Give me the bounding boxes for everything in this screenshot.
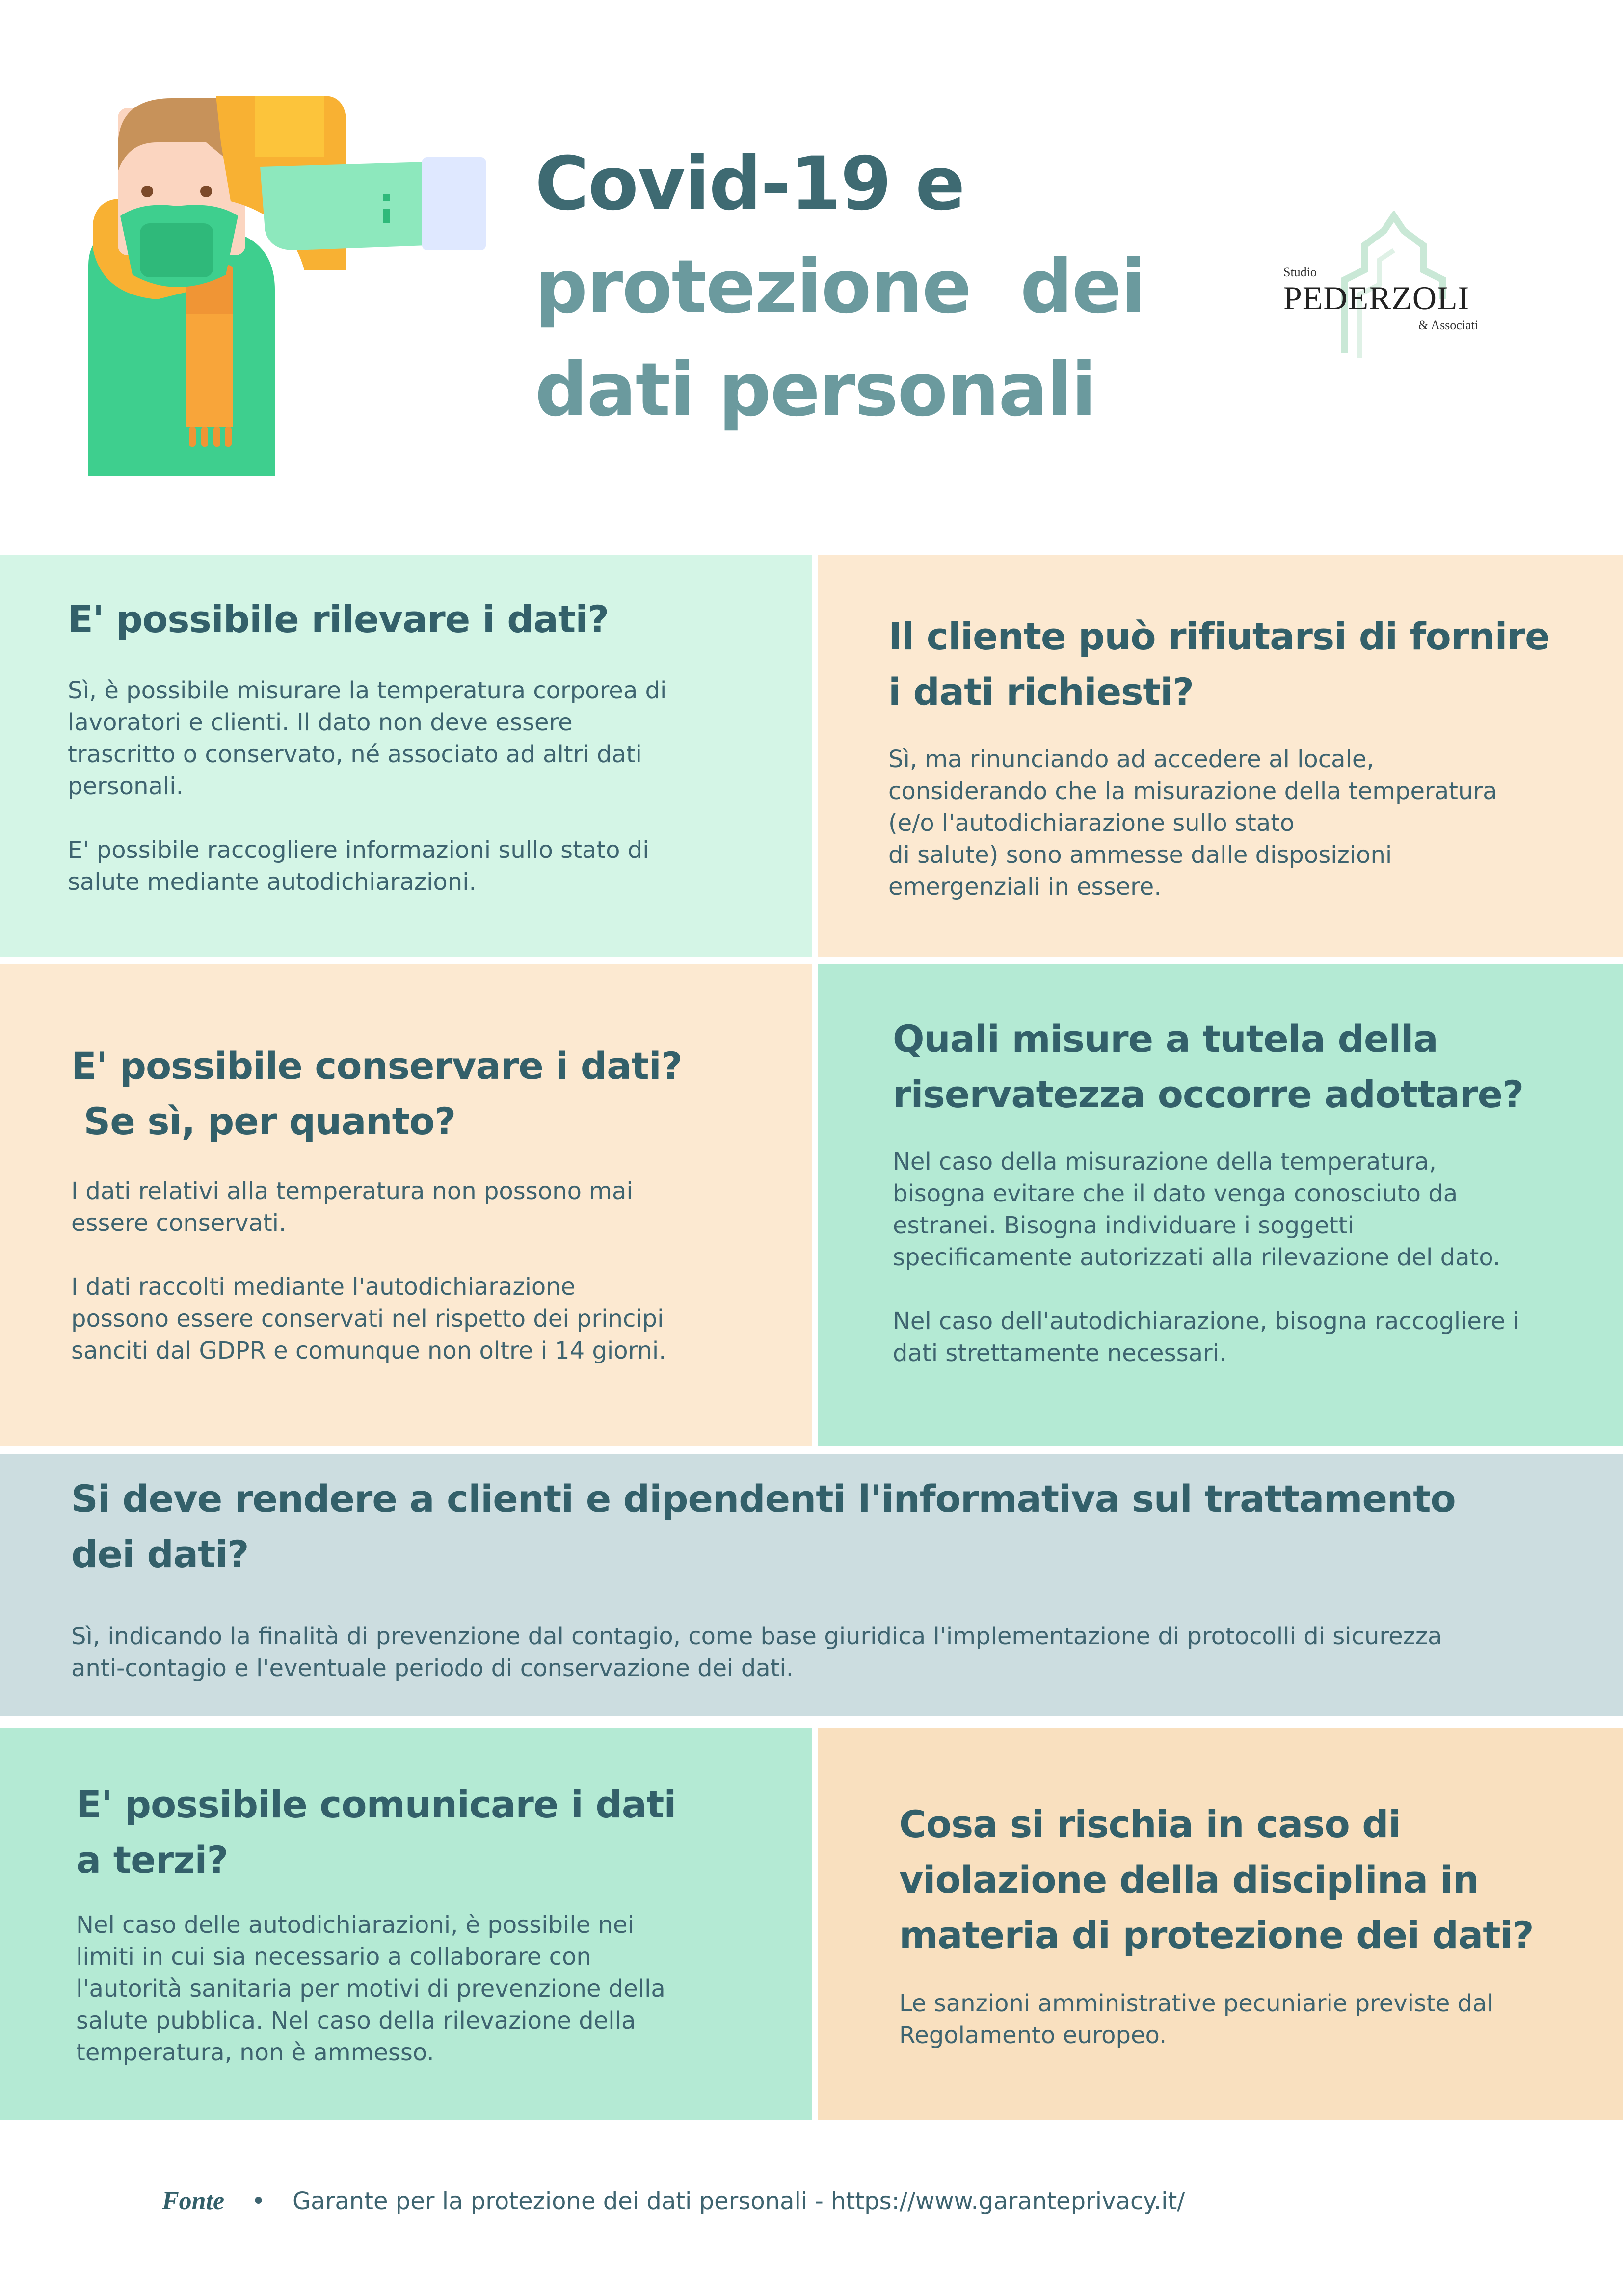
answer-line: sanciti dal GDPR e comunque non oltre i 14 giorni. [71, 1337, 666, 1364]
question-line: dei dati? [71, 1532, 249, 1576]
answer-line: E' possibile raccogliere informazioni sullo stato di [68, 836, 649, 864]
section-question [888, 609, 1550, 720]
answer-line: emergenziali in essere. [888, 873, 1162, 901]
answer-line: considerando che la misurazione della temperatura [888, 777, 1497, 805]
title-line-3: dati personali [535, 347, 1096, 433]
section-store-data [0, 964, 812, 1446]
answer-line: I dati raccolti mediante l'autodichiarazione [71, 1273, 576, 1301]
title-line-1: Covid-19 e [535, 141, 964, 227]
section-collect-data [0, 555, 812, 957]
answer-line: salute pubblica. Nel caso della rilevazione della [76, 2007, 636, 2034]
answer-line: bisogna evitare che il dato venga conosciuto da [893, 1180, 1458, 1207]
answer-line: Sì, è possibile misurare la temperatura corporea di [68, 677, 667, 704]
studio-logo [1271, 211, 1526, 358]
question-line: E' possibile rilevare i dati? [68, 597, 609, 641]
section-answer [76, 1909, 665, 2069]
question-line: riservatezza occorre adottare? [893, 1072, 1524, 1116]
answer-line: Sì, ma rinunciando ad accedere al locale, [888, 746, 1374, 773]
answer-line: trascritto o conservato, né associato ad altri dati [68, 741, 642, 768]
answer-line: Regolamento europeo. [899, 2022, 1167, 2049]
answer-line: lavoratori e clienti. Il dato non deve essere [68, 709, 573, 736]
answer-line [893, 1274, 1519, 1306]
footer-separator: • [251, 2188, 266, 2215]
question-line: E' possibile conservare i dati? [71, 1044, 682, 1088]
answer-line: Nel caso delle autodichiarazioni, è possibile nei [76, 1911, 634, 1939]
answer-line: Sì, indicando la finalità di prevenzione dal contagio, come base giuridica l'implementazione di protocolli di sicurezza [71, 1623, 1442, 1650]
answer-line [71, 1239, 666, 1271]
answer-line: personali. [68, 773, 184, 800]
answer-line: anti-contagio e l'eventuale periodo di conservazione dei dati. [71, 1655, 794, 1682]
footer-source: Garante per la protezione dei dati personali - https://www.garanteprivacy.it/ [292, 2188, 1185, 2215]
answer-line: limiti in cui sia necessario a collaborare con [76, 1943, 591, 1971]
section-privacy-measures [818, 964, 1623, 1446]
section-risks [818, 1728, 1623, 2120]
section-question [76, 1777, 676, 1888]
answer-line: Le sanzioni amministrative pecuniarie previste dal [899, 1990, 1493, 2017]
answer-line: specificamente autorizzati alla rilevazione del dato. [893, 1244, 1501, 1271]
section-privacy-notice [0, 1454, 1623, 1716]
person-thermometer-illustration [83, 88, 486, 481]
answer-line [68, 802, 666, 834]
question-line: violazione della disciplina in [899, 1858, 1479, 1901]
section-share-data [0, 1728, 812, 2120]
logo-associates: & Associati [1418, 318, 1479, 332]
title-line-2: protezione dei [535, 244, 1145, 330]
section-question [68, 591, 609, 647]
question-line: i dati richiesti? [888, 670, 1194, 714]
section-question [893, 1011, 1523, 1122]
question-line: Se sì, per quanto? [71, 1099, 456, 1143]
question-line: Cosa si rischia in caso di [899, 1802, 1401, 1846]
logo-studio: Studio [1283, 265, 1317, 279]
logo-name: PEDERZOLI [1283, 279, 1470, 317]
answer-line: temperatura, non è ammesso. [76, 2039, 434, 2066]
section-question [899, 1796, 1534, 1963]
answer-line: possono essere conservati nel rispetto dei principi [71, 1305, 664, 1333]
answer-line: estranei. Bisogna individuare i soggetti [893, 1212, 1355, 1239]
section-refuse-data [818, 555, 1623, 957]
answer-line: di salute) sono ammesse dalle disposizioni [888, 841, 1392, 869]
question-line: a terzi? [76, 1838, 228, 1882]
source-footer [162, 2187, 1185, 2216]
answer-line: Nel caso dell'autodichiarazione, bisogna raccogliere i [893, 1308, 1519, 1335]
section-answer [899, 1988, 1493, 2052]
section-answer [888, 744, 1497, 903]
question-line: Si deve rendere a clienti e dipendenti l'informativa sul trattamento [71, 1477, 1456, 1521]
section-answer [71, 1175, 666, 1367]
question-line: Il cliente può rifiutarsi di fornire [888, 614, 1550, 658]
section-answer [68, 675, 666, 898]
section-question [71, 1038, 682, 1149]
answer-line: I dati relativi alla temperatura non possono mai [71, 1177, 633, 1205]
section-question [71, 1471, 1456, 1582]
section-answer [893, 1146, 1519, 1369]
question-line: Quali misure a tutela della [893, 1017, 1438, 1061]
footer-label: Fonte [162, 2187, 225, 2215]
answer-line: dati strettamente necessari. [893, 1339, 1227, 1367]
answer-line: l'autorità sanitaria per motivi di prevenzione della [76, 1975, 665, 2002]
section-answer [71, 1621, 1442, 1684]
question-line: materia di protezione dei dati? [899, 1913, 1534, 1957]
answer-line: essere conservati. [71, 1209, 287, 1237]
answer-line: salute mediante autodichiarazioni. [68, 868, 477, 896]
page-title [535, 133, 1173, 442]
answer-line: Nel caso della misurazione della temperatura, [893, 1148, 1437, 1175]
answer-line: (e/o l'autodichiarazione sullo stato [888, 809, 1295, 837]
question-line: E' possibile comunicare i dati [76, 1783, 676, 1826]
